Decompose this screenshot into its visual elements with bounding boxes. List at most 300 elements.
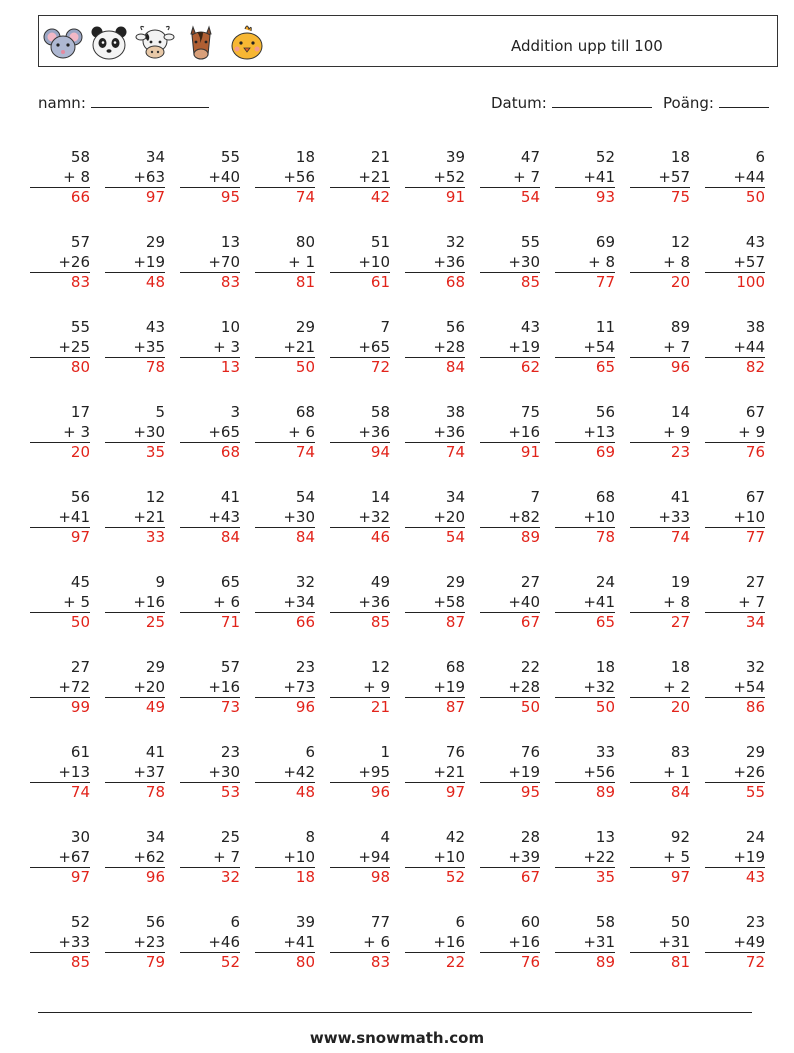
addition-problem xyxy=(180,233,240,292)
addend-top: 6 xyxy=(305,743,315,761)
addend-top: 18 xyxy=(670,148,690,166)
answer: 66 xyxy=(30,187,90,207)
answer: 35 xyxy=(105,442,165,462)
addition-problem xyxy=(480,828,540,887)
addend-top: 39 xyxy=(445,148,465,166)
addition-problem xyxy=(555,318,615,377)
addend-top: 55 xyxy=(220,148,240,166)
score-label: Poäng: xyxy=(663,94,714,112)
answer: 35 xyxy=(555,867,615,887)
addend-bottom: + 8 xyxy=(63,167,90,186)
answer: 74 xyxy=(255,187,315,207)
addend-top: 58 xyxy=(370,403,390,421)
addition-problem xyxy=(255,573,315,632)
addend-bottom: + 9 xyxy=(738,422,765,441)
answer: 55 xyxy=(705,782,765,802)
answer: 48 xyxy=(255,782,315,802)
addition-problem xyxy=(630,148,690,207)
answer: 48 xyxy=(105,272,165,292)
addend-bottom: +21 xyxy=(358,167,390,186)
addend-top: 14 xyxy=(370,488,390,506)
addition-problem xyxy=(480,233,540,292)
addition-problem xyxy=(180,573,240,632)
addend-top: 29 xyxy=(145,233,165,251)
footer-divider xyxy=(38,1012,752,1013)
date-label: Datum: xyxy=(491,94,547,112)
addition-problem xyxy=(105,658,165,717)
addend-bottom: +32 xyxy=(583,677,615,696)
addition-problem xyxy=(255,318,315,377)
addition-problem xyxy=(630,233,690,292)
answer: 97 xyxy=(630,867,690,887)
answer: 50 xyxy=(555,697,615,717)
answer: 34 xyxy=(705,612,765,632)
header-box xyxy=(38,15,778,67)
addend-bottom: +52 xyxy=(433,167,465,186)
addend-top: 29 xyxy=(445,573,465,591)
answer: 50 xyxy=(480,697,540,717)
answer: 54 xyxy=(405,527,465,547)
addition-problem xyxy=(255,233,315,292)
score-line[interactable] xyxy=(719,93,769,108)
addend-bottom: +82 xyxy=(508,507,540,526)
answer: 96 xyxy=(630,357,690,377)
addend-bottom: +40 xyxy=(208,167,240,186)
answer: 79 xyxy=(105,952,165,972)
addend-bottom: +33 xyxy=(658,507,690,526)
date-field[interactable] xyxy=(491,93,652,112)
answer: 72 xyxy=(330,357,390,377)
answer: 25 xyxy=(105,612,165,632)
addition-problem xyxy=(330,913,390,972)
answer: 67 xyxy=(480,612,540,632)
addend-bottom: +30 xyxy=(208,762,240,781)
addition-problem xyxy=(180,658,240,717)
answer: 100 xyxy=(705,272,765,292)
addend-top: 41 xyxy=(670,488,690,506)
addend-top: 10 xyxy=(220,318,240,336)
addend-bottom: +43 xyxy=(208,507,240,526)
addend-top: 13 xyxy=(220,233,240,251)
answer: 83 xyxy=(30,272,90,292)
addend-bottom: + 9 xyxy=(663,422,690,441)
addend-top: 24 xyxy=(595,573,615,591)
addend-bottom: + 8 xyxy=(663,592,690,611)
addition-problem xyxy=(480,403,540,462)
answer: 72 xyxy=(705,952,765,972)
addend-bottom: +36 xyxy=(358,422,390,441)
answer: 33 xyxy=(105,527,165,547)
answer: 66 xyxy=(255,612,315,632)
answer: 84 xyxy=(255,527,315,547)
answer: 96 xyxy=(255,697,315,717)
answer: 74 xyxy=(30,782,90,802)
addition-problem xyxy=(105,913,165,972)
addition-problem xyxy=(630,913,690,972)
addend-top: 12 xyxy=(370,658,390,676)
addend-bottom: +41 xyxy=(58,507,90,526)
addend-bottom: +30 xyxy=(508,252,540,271)
addend-bottom: + 7 xyxy=(513,167,540,186)
addend-bottom: + 7 xyxy=(738,592,765,611)
answer: 75 xyxy=(630,187,690,207)
answer: 18 xyxy=(255,867,315,887)
addition-problem xyxy=(705,148,765,207)
answer: 74 xyxy=(405,442,465,462)
answer: 98 xyxy=(330,867,390,887)
addend-top: 11 xyxy=(595,318,615,336)
answer: 89 xyxy=(480,527,540,547)
addend-bottom: +65 xyxy=(358,337,390,356)
addition-problem xyxy=(555,148,615,207)
addend-top: 80 xyxy=(295,233,315,251)
addend-bottom: +67 xyxy=(58,847,90,866)
addend-bottom: +30 xyxy=(133,422,165,441)
addition-problem xyxy=(555,233,615,292)
answer: 96 xyxy=(330,782,390,802)
addend-top: 27 xyxy=(70,658,90,676)
addend-bottom: +65 xyxy=(208,422,240,441)
addition-problem xyxy=(555,743,615,802)
addend-top: 76 xyxy=(520,743,540,761)
addition-problem xyxy=(405,573,465,632)
addend-top: 67 xyxy=(745,403,765,421)
addend-bottom: +10 xyxy=(433,847,465,866)
addend-bottom: + 5 xyxy=(63,592,90,611)
addend-top: 7 xyxy=(530,488,540,506)
addend-bottom: +36 xyxy=(358,592,390,611)
addend-top: 57 xyxy=(220,658,240,676)
addend-top: 4 xyxy=(380,828,390,846)
addition-problem xyxy=(480,488,540,547)
addend-top: 34 xyxy=(145,148,165,166)
addend-top: 60 xyxy=(520,913,540,931)
addend-bottom: +37 xyxy=(133,762,165,781)
answer: 20 xyxy=(630,697,690,717)
addition-problem xyxy=(255,828,315,887)
addition-problem xyxy=(330,403,390,462)
addend-top: 75 xyxy=(520,403,540,421)
answer: 97 xyxy=(105,187,165,207)
addition-problem xyxy=(105,828,165,887)
addend-top: 22 xyxy=(520,658,540,676)
addend-top: 6 xyxy=(230,913,240,931)
answer: 68 xyxy=(180,442,240,462)
horse-icon xyxy=(179,21,223,65)
addend-bottom: +16 xyxy=(133,592,165,611)
addend-bottom: +36 xyxy=(433,422,465,441)
answer: 84 xyxy=(180,527,240,547)
answer: 68 xyxy=(405,272,465,292)
score-field[interactable] xyxy=(663,93,769,112)
answer: 42 xyxy=(330,187,390,207)
addition-problem xyxy=(30,488,90,547)
addend-top: 68 xyxy=(445,658,465,676)
addition-problem xyxy=(30,148,90,207)
addend-top: 27 xyxy=(520,573,540,591)
addend-bottom: +41 xyxy=(583,167,615,186)
addition-problem xyxy=(180,913,240,972)
addend-bottom: + 1 xyxy=(288,252,315,271)
addend-bottom: +41 xyxy=(583,592,615,611)
addend-bottom: +44 xyxy=(733,167,765,186)
answer: 23 xyxy=(630,442,690,462)
addition-problem xyxy=(180,318,240,377)
addend-top: 29 xyxy=(145,658,165,676)
answer: 76 xyxy=(705,442,765,462)
addend-bottom: +94 xyxy=(358,847,390,866)
addend-bottom: +46 xyxy=(208,932,240,951)
addend-top: 67 xyxy=(745,488,765,506)
chick-icon xyxy=(225,21,269,65)
addend-top: 29 xyxy=(745,743,765,761)
addition-problem xyxy=(330,233,390,292)
addend-bottom: + 8 xyxy=(588,252,615,271)
addition-problem xyxy=(30,828,90,887)
addition-problem xyxy=(105,318,165,377)
addend-top: 8 xyxy=(305,828,315,846)
answer: 65 xyxy=(555,357,615,377)
addend-top: 54 xyxy=(295,488,315,506)
addition-problem xyxy=(480,913,540,972)
addend-top: 50 xyxy=(670,913,690,931)
addition-problem xyxy=(105,148,165,207)
answer: 84 xyxy=(630,782,690,802)
name-field[interactable] xyxy=(38,93,209,112)
answer: 22 xyxy=(405,952,465,972)
addend-bottom: +25 xyxy=(58,337,90,356)
answer: 67 xyxy=(480,867,540,887)
worksheet-title: Addition upp till 100 xyxy=(511,37,663,55)
addend-bottom: +19 xyxy=(133,252,165,271)
addend-top: 18 xyxy=(595,658,615,676)
addend-bottom: +70 xyxy=(208,252,240,271)
answer: 81 xyxy=(255,272,315,292)
addend-top: 18 xyxy=(670,658,690,676)
addition-problem xyxy=(180,828,240,887)
answer: 71 xyxy=(180,612,240,632)
addition-problem xyxy=(330,488,390,547)
addition-problem xyxy=(480,573,540,632)
answer: 85 xyxy=(330,612,390,632)
addition-problem xyxy=(255,488,315,547)
addend-bottom: +10 xyxy=(583,507,615,526)
addend-top: 12 xyxy=(145,488,165,506)
addition-problem xyxy=(555,488,615,547)
addend-bottom: +57 xyxy=(658,167,690,186)
addend-top: 83 xyxy=(670,743,690,761)
addend-bottom: +44 xyxy=(733,337,765,356)
addition-problem xyxy=(105,743,165,802)
addend-top: 24 xyxy=(745,828,765,846)
answer: 52 xyxy=(405,867,465,887)
answer: 85 xyxy=(480,272,540,292)
addition-problem xyxy=(555,403,615,462)
addition-problem xyxy=(705,743,765,802)
addend-bottom: + 3 xyxy=(63,422,90,441)
addend-top: 45 xyxy=(70,573,90,591)
addition-problem xyxy=(405,658,465,717)
answer: 78 xyxy=(105,782,165,802)
answer: 86 xyxy=(705,697,765,717)
addition-problem xyxy=(330,148,390,207)
addend-bottom: + 8 xyxy=(663,252,690,271)
addend-top: 25 xyxy=(220,828,240,846)
answer: 21 xyxy=(330,697,390,717)
addend-bottom: +41 xyxy=(283,932,315,951)
answer: 93 xyxy=(555,187,615,207)
addition-problem xyxy=(705,403,765,462)
addition-problem xyxy=(105,403,165,462)
addend-bottom: +39 xyxy=(508,847,540,866)
addend-top: 68 xyxy=(595,488,615,506)
addend-top: 21 xyxy=(370,148,390,166)
answer: 46 xyxy=(330,527,390,547)
date-line[interactable] xyxy=(552,93,652,108)
answer: 65 xyxy=(555,612,615,632)
addend-top: 14 xyxy=(670,403,690,421)
addition-problem xyxy=(705,828,765,887)
addition-problem xyxy=(405,743,465,802)
addend-bottom: + 6 xyxy=(288,422,315,441)
addend-bottom: +35 xyxy=(133,337,165,356)
addition-problem xyxy=(405,318,465,377)
addend-top: 7 xyxy=(380,318,390,336)
addend-bottom: +49 xyxy=(733,932,765,951)
addend-bottom: +10 xyxy=(283,847,315,866)
addend-top: 23 xyxy=(220,743,240,761)
addend-bottom: +36 xyxy=(433,252,465,271)
addition-problem xyxy=(30,743,90,802)
answer: 89 xyxy=(555,952,615,972)
addition-problem xyxy=(30,913,90,972)
animal-icons xyxy=(41,21,269,65)
addition-problem xyxy=(30,658,90,717)
name-line[interactable] xyxy=(91,93,209,108)
addend-top: 43 xyxy=(520,318,540,336)
answer: 91 xyxy=(480,442,540,462)
addend-top: 43 xyxy=(145,318,165,336)
answer: 97 xyxy=(30,867,90,887)
addition-problem xyxy=(480,658,540,717)
addition-problem xyxy=(555,828,615,887)
addend-top: 27 xyxy=(745,573,765,591)
addition-problem xyxy=(255,743,315,802)
addend-top: 41 xyxy=(220,488,240,506)
addition-problem xyxy=(180,743,240,802)
addend-bottom: +72 xyxy=(58,677,90,696)
addition-problem xyxy=(180,403,240,462)
addend-bottom: +19 xyxy=(433,677,465,696)
addend-bottom: +16 xyxy=(208,677,240,696)
addend-top: 51 xyxy=(370,233,390,251)
addition-problem xyxy=(30,318,90,377)
answer: 78 xyxy=(105,357,165,377)
addend-top: 61 xyxy=(70,743,90,761)
addend-top: 55 xyxy=(70,318,90,336)
addend-bottom: +19 xyxy=(733,847,765,866)
addend-bottom: + 5 xyxy=(663,847,690,866)
answer: 99 xyxy=(30,697,90,717)
addend-bottom: +34 xyxy=(283,592,315,611)
addition-problem xyxy=(255,658,315,717)
addend-bottom: + 6 xyxy=(363,932,390,951)
addend-top: 1 xyxy=(380,743,390,761)
addend-bottom: + 3 xyxy=(213,337,240,356)
addend-bottom: +32 xyxy=(358,507,390,526)
addend-top: 32 xyxy=(445,233,465,251)
addend-bottom: +28 xyxy=(508,677,540,696)
addend-top: 89 xyxy=(670,318,690,336)
addition-problem xyxy=(405,148,465,207)
addend-bottom: +95 xyxy=(358,762,390,781)
addend-bottom: +16 xyxy=(508,422,540,441)
addend-bottom: +16 xyxy=(508,932,540,951)
answer: 97 xyxy=(30,527,90,547)
addition-problem xyxy=(30,403,90,462)
addend-top: 49 xyxy=(370,573,390,591)
addition-problem xyxy=(30,573,90,632)
addend-top: 19 xyxy=(670,573,690,591)
addition-problem xyxy=(630,658,690,717)
addition-problem xyxy=(555,573,615,632)
addition-problem xyxy=(555,913,615,972)
answer: 20 xyxy=(630,272,690,292)
answer: 77 xyxy=(555,272,615,292)
addition-problem xyxy=(105,233,165,292)
addend-bottom: +22 xyxy=(583,847,615,866)
addition-problem xyxy=(705,233,765,292)
addition-problem xyxy=(630,318,690,377)
answer: 69 xyxy=(555,442,615,462)
addition-problem xyxy=(405,233,465,292)
addition-problem xyxy=(630,403,690,462)
addend-top: 13 xyxy=(595,828,615,846)
addend-bottom: +20 xyxy=(133,677,165,696)
answer: 95 xyxy=(180,187,240,207)
answer: 43 xyxy=(705,867,765,887)
answer: 80 xyxy=(30,357,90,377)
answer: 78 xyxy=(555,527,615,547)
answer: 76 xyxy=(480,952,540,972)
addend-top: 57 xyxy=(70,233,90,251)
answer: 50 xyxy=(30,612,90,632)
addend-bottom: +23 xyxy=(133,932,165,951)
addend-bottom: +21 xyxy=(133,507,165,526)
addend-bottom: +56 xyxy=(583,762,615,781)
addend-bottom: +58 xyxy=(433,592,465,611)
answer: 62 xyxy=(480,357,540,377)
addition-problem xyxy=(105,573,165,632)
addend-top: 33 xyxy=(595,743,615,761)
addend-top: 29 xyxy=(295,318,315,336)
cow-icon xyxy=(133,21,177,65)
answer: 74 xyxy=(630,527,690,547)
answer: 82 xyxy=(705,357,765,377)
addition-problem xyxy=(630,743,690,802)
addend-bottom: +16 xyxy=(433,932,465,951)
addend-top: 55 xyxy=(520,233,540,251)
addend-bottom: + 2 xyxy=(663,677,690,696)
addition-problem xyxy=(330,318,390,377)
addend-bottom: +31 xyxy=(583,932,615,951)
addition-problem xyxy=(330,658,390,717)
addend-bottom: +42 xyxy=(283,762,315,781)
answer: 91 xyxy=(405,187,465,207)
answer: 50 xyxy=(705,187,765,207)
addend-bottom: +13 xyxy=(58,762,90,781)
footer-url: www.snowmath.com xyxy=(309,1029,485,1047)
